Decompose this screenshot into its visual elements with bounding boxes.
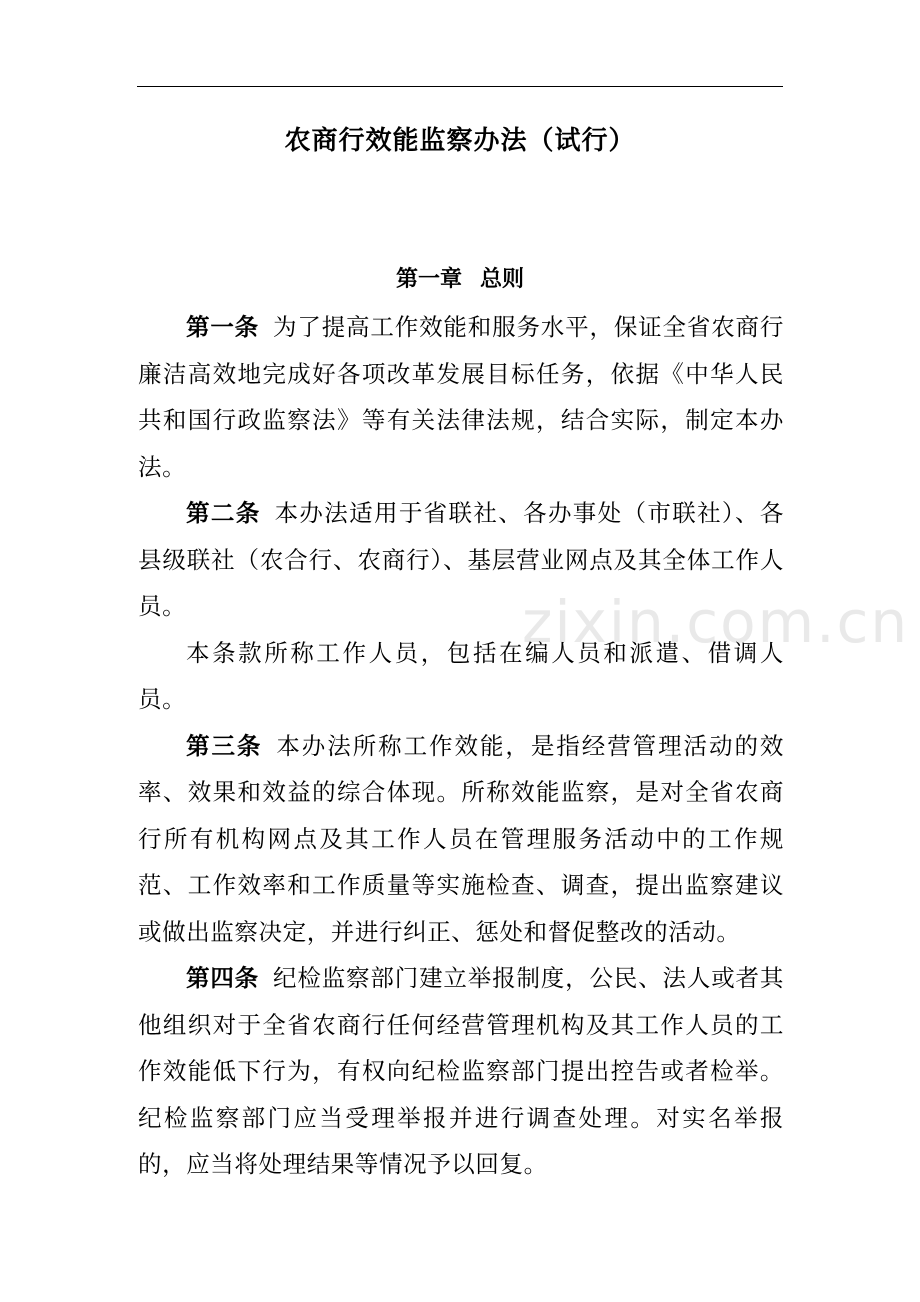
article-text: 为了提高工作效能和服务水平，保证全省农商行廉洁高效地完成好各项改革发展目标任务，依据《中华人民共和国行政监察法》等有关法律法规，结合实际，制定本办法。 xyxy=(138,313,784,481)
article-number: 第四条 xyxy=(186,964,260,992)
article-number: 第二条 xyxy=(186,499,261,527)
article-text: 本办法所称工作效能，是指经营管理活动的效率、效果和效益的综合体现。所称效能监察，是对全省农商行所有机构网点及其工作人员在管理服务活动中的工作规范、工作效率和工作质量等实施检查、调查，提出监察建议或做出监察决定，并进行纠正、惩处和督促整改的活动。 xyxy=(138,731,784,946)
article-text: 纪检监察部门建立举报制度，公民、法人或者其他组织对于全省农商行任何经营管理机构及其工作人员的工作效能低下行为，有权向纪检监察部门提出控告或者检举。纪检监察部门应当受理举报并进行调查处理。对实名举报的，应当将处理结果等情况予以回复。 xyxy=(138,964,784,1178)
article-number: 第三条 xyxy=(186,731,263,760)
chapter-heading xyxy=(0,262,920,293)
document-body xyxy=(138,304,784,1188)
document-title: 农商行效能监察办法（试行） xyxy=(284,126,636,156)
article-paragraph xyxy=(138,723,784,956)
article-paragraph xyxy=(138,955,784,1188)
header-rule xyxy=(137,86,783,87)
article-paragraph xyxy=(138,490,784,630)
clause-paragraph xyxy=(138,630,784,723)
article-text: 本条款所称工作人员，包括在编人员和派遣、借调人员。 xyxy=(138,638,784,713)
chapter-name: 总则 xyxy=(480,267,525,292)
article-number: 第一条 xyxy=(186,313,260,341)
article-text: 本办法适用于省联社、各办事处（市联社）、各县级联社（农合行、农商行）、基层营业网点及其全体工作人员。 xyxy=(138,499,784,620)
chapter-number: 第一章 xyxy=(395,267,462,292)
watermark-logo: zixin.com.cn xyxy=(522,588,910,656)
article-paragraph xyxy=(138,304,784,490)
